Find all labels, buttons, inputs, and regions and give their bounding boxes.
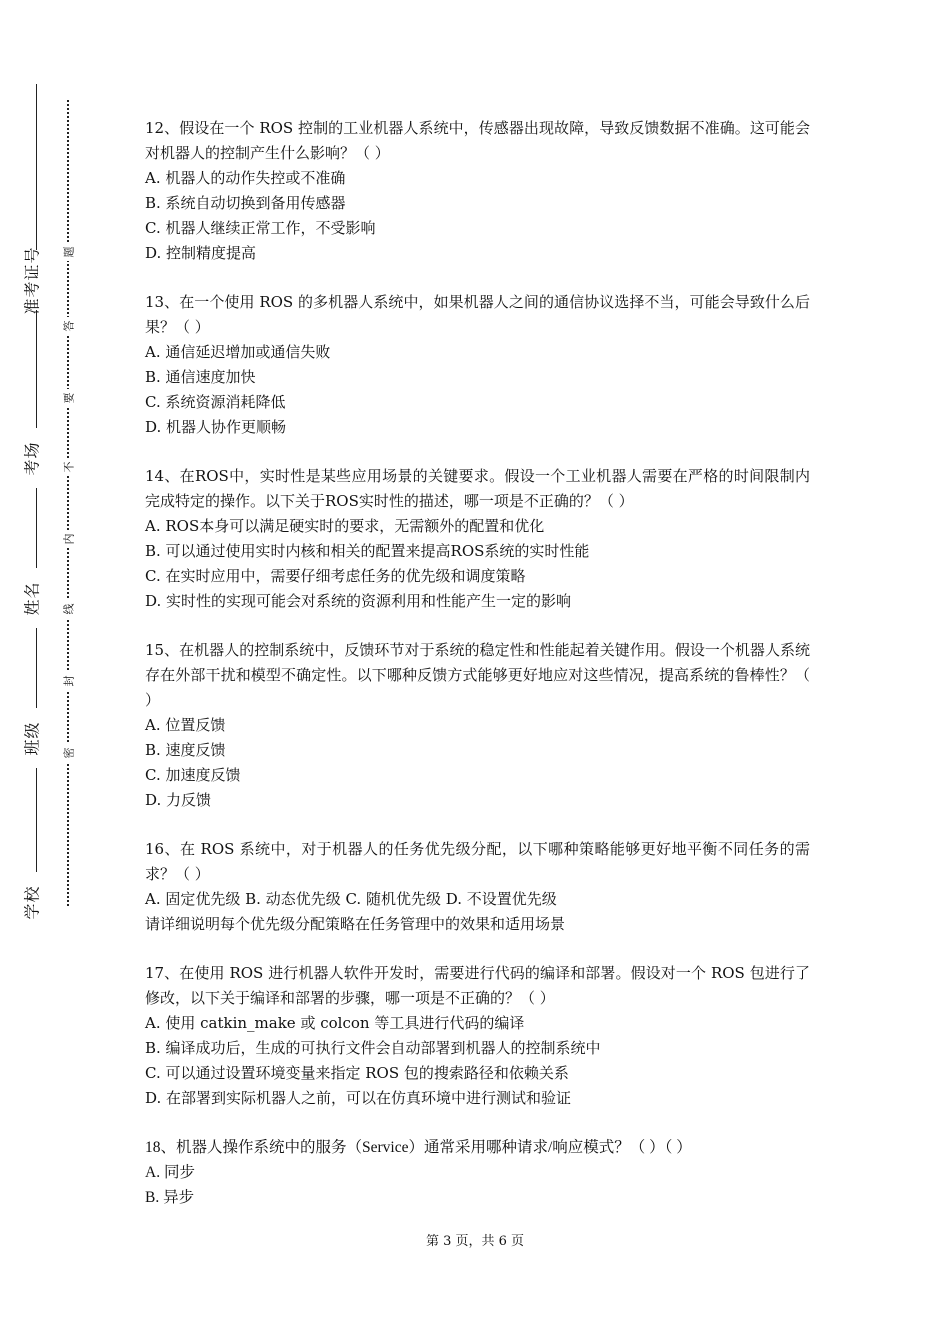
- seal-char: 答: [58, 317, 78, 335]
- option-a: A. ROS本身可以满足硬实时的要求，无需额外的配置和优化: [145, 517, 545, 535]
- question-15: [145, 638, 810, 813]
- binding-dotted-line: [67, 100, 69, 906]
- question-stem: 14、在ROS中，实时性是某些应用场景的关键要求。假设一个工业机器人需要在严格的时间限制内完成特定的操作。以下关于ROS实时性的描述，哪一项是不正确的？（ ）: [145, 467, 810, 510]
- option-c: C. 在实时应用中，需要仔细考虑任务的优先级和调度策略: [145, 567, 526, 585]
- field-name: 姓名: [18, 568, 44, 628]
- binding-solid-line: [36, 84, 37, 924]
- page-footer: 第 3 页，共 6 页: [425, 1234, 525, 1249]
- field-school: 学校: [18, 872, 44, 932]
- option-b: B. 通信速度加快: [145, 368, 256, 386]
- question-stem: 13、在一个使用 ROS 的多机器人系统中，如果机器人之间的通信协议选择不当，可能会导致什么后果？（ ）: [145, 293, 810, 336]
- field-class: 班级: [18, 708, 44, 768]
- option-d: D. 机器人协作更顺畅: [145, 418, 287, 436]
- option-c: C. 系统资源消耗降低: [145, 393, 286, 411]
- question-14: [145, 464, 810, 614]
- question-stem: 12、假设在一个 ROS 控制的工业机器人系统中，传感器出现故障，导致反馈数据不准确。这可能会对机器人的控制产生什么影响？（ ）: [145, 119, 810, 162]
- option-c: C. 可以通过设置环境变量来指定 ROS 包的搜索路径和依赖关系: [145, 1064, 569, 1082]
- question-17: [145, 961, 810, 1111]
- option-a: A. 同步: [145, 1164, 195, 1181]
- field-exam-room: 考场: [18, 428, 44, 488]
- question-13: [145, 290, 810, 440]
- question-stem: 17、在使用 ROS 进行机器人软件开发时，需要进行代码的编译和部署。假设对一个 ROS 包进行了修改，以下关于编译和部署的步骤，哪一项是不正确的？（ ）: [145, 964, 810, 1007]
- seal-char: 密: [58, 744, 78, 762]
- option-a: A. 使用 catkin_make 或 colcon 等工具进行代码的编译: [145, 1014, 525, 1032]
- question-12: [145, 116, 810, 266]
- option-a: A. 通信延迟增加或通信失败: [145, 343, 331, 361]
- question-18: [145, 1135, 810, 1210]
- option-c: C. 加速度反馈: [145, 766, 241, 784]
- option-a: A. 位置反馈: [145, 716, 226, 734]
- question-stem: 15、在机器人的控制系统中，反馈环节对于系统的稳定性和性能起着关键作用。假设一个机器人系统存在外部干扰和模型不确定性。以下哪种反馈方式能够更好地应对这些情况，提高系统的鲁棒性？（ ）: [145, 641, 810, 709]
- option-b: B. 可以通过使用实时内核和相关的配置来提高ROS系统的实时性能: [145, 542, 590, 560]
- seal-char: 封: [58, 672, 78, 690]
- seal-char: 题: [58, 243, 78, 261]
- seal-char: 线: [58, 600, 78, 618]
- option-d: D. 力反馈: [145, 791, 212, 809]
- question-16: [145, 837, 810, 937]
- option-b: B. 编译成功后，生成的可执行文件会自动部署到机器人的控制系统中: [145, 1039, 601, 1057]
- question-instruction: 请详细说明每个优先级分配策略在任务管理中的效果和适用场景: [145, 915, 566, 933]
- seal-char: 要: [58, 389, 78, 407]
- seal-char: 不: [58, 458, 78, 476]
- seal-char: 内: [58, 530, 78, 548]
- option-a: A. 机器人的动作失控或不准确: [145, 169, 346, 187]
- question-stem: 18、机器人操作系统中的服务（Service）通常采用哪种请求/响应模式？（ ）（ ）: [145, 1139, 692, 1156]
- option-line: A. 固定优先级 B. 动态优先级 C. 随机优先级 D. 不设置优先级: [145, 890, 557, 908]
- option-d: D. 在部署到实际机器人之前，可以在仿真环境中进行测试和验证: [145, 1089, 572, 1107]
- option-d: D. 控制精度提高: [145, 244, 257, 262]
- option-b: B. 速度反馈: [145, 741, 226, 759]
- field-exam-number: 准考证号: [18, 250, 44, 310]
- question-list: [145, 116, 810, 1234]
- option-b: B. 系统自动切换到备用传感器: [145, 194, 346, 212]
- option-b: B. 异步: [145, 1189, 195, 1206]
- question-stem: 16、在 ROS 系统中，对于机器人的任务优先级分配，以下哪种策略能够更好地平衡不同任务的需求？（ ）: [145, 840, 810, 883]
- option-c: C. 机器人继续正常工作，不受影响: [145, 219, 376, 237]
- option-d: D. 实时性的实现可能会对系统的资源利用和性能产生一定的影响: [145, 592, 572, 610]
